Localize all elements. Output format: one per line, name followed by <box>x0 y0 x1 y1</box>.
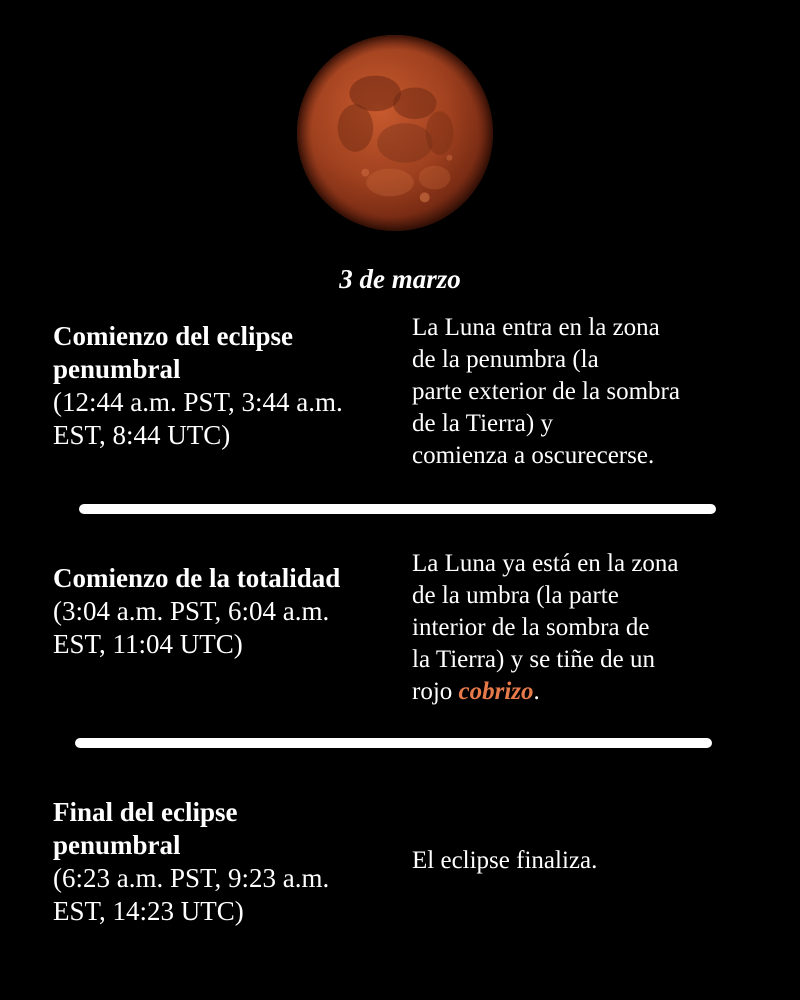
description-line: de la penumbra (la <box>412 346 599 373</box>
description-line-last <box>412 676 742 708</box>
description-line: El eclipse finaliza. <box>412 847 598 874</box>
event-title-line: Comienzo del eclipse <box>53 321 293 351</box>
description-line: la Tierra) y se tiñe de un <box>412 646 656 673</box>
description-line: parte exterior de la sombra <box>412 378 680 405</box>
event-title-line: penumbral <box>53 354 181 384</box>
event-time-line: EST, 8:44 UTC) <box>53 420 231 450</box>
description-prefix: rojo <box>412 678 459 705</box>
event-title-line: Comienzo de la totalidad <box>53 563 341 593</box>
section-divider <box>79 504 716 514</box>
description-suffix: . <box>533 678 540 705</box>
event-penumbral-end <box>53 796 393 928</box>
event-penumbral-start <box>53 320 393 452</box>
event-time-line: EST, 14:23 UTC) <box>53 896 244 926</box>
description-line: La Luna ya está en la zona <box>412 550 679 577</box>
description-line: de la umbra (la parte <box>412 582 619 609</box>
description-line: interior de la sombra de <box>412 614 650 641</box>
event-totality-start-description <box>412 548 742 708</box>
event-penumbral-start-description <box>412 312 742 472</box>
event-time-line: (6:23 a.m. PST, 9:23 a.m. <box>53 863 330 893</box>
description-line: La Luna entra en la zona <box>412 314 660 341</box>
event-time-line: (3:04 a.m. PST, 6:04 a.m. <box>53 596 330 626</box>
description-line: de la Tierra) y <box>412 410 553 437</box>
event-time-line: (12:44 a.m. PST, 3:44 a.m. <box>53 387 343 417</box>
event-penumbral-end-description <box>412 845 742 877</box>
event-title-line: penumbral <box>53 830 181 860</box>
event-date: 3 de marzo <box>339 264 461 294</box>
event-totality-start <box>53 562 393 661</box>
description-accent-word: cobrizo <box>458 678 534 705</box>
description-line: comienza a oscurecerse. <box>412 442 655 469</box>
section-divider <box>75 738 712 748</box>
event-time-line: EST, 11:04 UTC) <box>53 629 243 659</box>
blood-moon-icon <box>296 34 494 232</box>
event-title-line: Final del eclipse <box>53 797 238 827</box>
